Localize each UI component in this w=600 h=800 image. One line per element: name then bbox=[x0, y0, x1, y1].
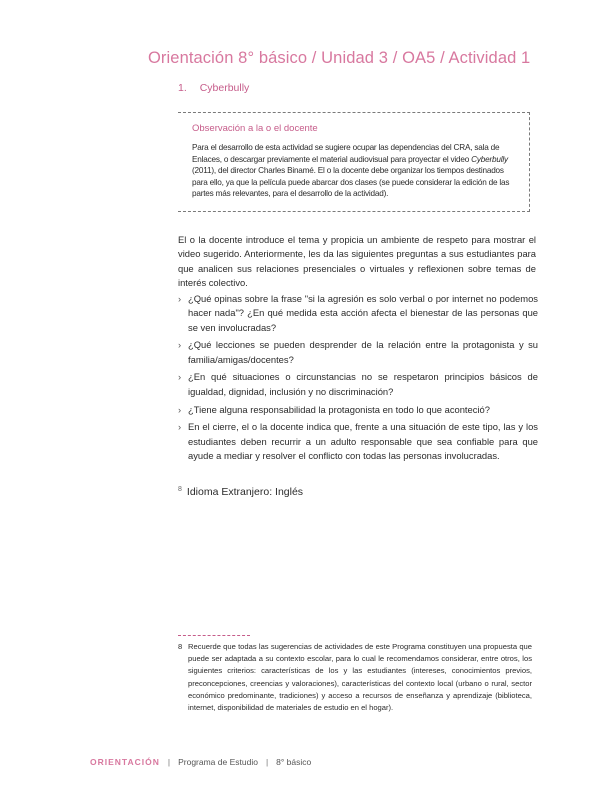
chevron-right-icon: › bbox=[178, 403, 182, 415]
list-item bbox=[178, 370, 538, 399]
footer-level: 8° básico bbox=[276, 757, 312, 767]
list-item-text: ¿Qué opinas sobre la frase "si la agresión es solo verbal o por internet no podemos hacer nada"? ¿En qué medida esta acción afecta el bienestar de las personas que se ven involucradas? bbox=[188, 293, 538, 333]
page-title: Orientación 8° básico / Unidad 3 / OA5 / Actividad 1 bbox=[148, 49, 531, 67]
list-item bbox=[178, 338, 538, 367]
list-item bbox=[178, 292, 538, 335]
footnote-text: Recuerde que todas las sugerencias de actividades de este Programa constituyen una propuesta que puede ser adaptada a su contexto escolar, para lo cual le recomendamos considerar, entre otros, los siguientes criterios: características de los y las estudiantes (intereses, conocimientos previos, preconcepciones, creencias y valoraciones), características del contexto local (urbano o rural, sector económico predominante, tradiciones) y acceso a recursos de enseñanza y aprendizaje (biblioteca, internet, disponibilidad de materiales de estudio en el hogar). bbox=[188, 642, 532, 713]
page-footer bbox=[90, 757, 311, 767]
question-list bbox=[178, 292, 538, 467]
cross-subject-link bbox=[178, 486, 303, 498]
chevron-right-icon: › bbox=[178, 339, 182, 351]
list-item-text: En el cierre, el o la docente indica que, frente a una situación de este tipo, las y los estudiantes deben recurrir a un adulto responsable que sea confiable para que ayude a mediar y resolver el conflicto con todas las personas involucradas. bbox=[188, 421, 538, 461]
cross-subject-label: Idioma Extranjero: Inglés bbox=[186, 486, 304, 498]
teacher-note-text-before: Para el desarrollo de esta actividad se sugiere ocupar las dependencias del CRA, sala de Enlaces, o descargar previamente el material audiovisual para proyectar el video bbox=[192, 143, 500, 164]
footer-brand: ORIENTACIÓN bbox=[90, 757, 160, 767]
footer-separator: | bbox=[265, 757, 269, 767]
chevron-right-icon: › bbox=[178, 293, 182, 304]
teacher-note-title: Observación a la o el docente bbox=[192, 123, 318, 134]
teacher-note-text-after: (2011), del director Charles Binamé. El o la docente debe organizar los tiempos destinados para ello, ya que la película puede abarcar dos clases (se puede considerar la edición de las partes más relevantes, para el desarrollo de la actividad). bbox=[192, 166, 510, 198]
section-title: Cyberbully bbox=[199, 82, 250, 94]
footer-separator: | bbox=[167, 757, 171, 767]
list-item bbox=[178, 420, 538, 463]
list-item-text: ¿En qué situaciones o circunstancias no se respetaron principios básicos de igualdad, dignidad, inclusión y no discriminación? bbox=[188, 371, 538, 397]
section-number: 1. bbox=[178, 82, 187, 94]
footnote bbox=[178, 641, 532, 714]
intro-paragraph: El o la docente introduce el tema y propicia un ambiente de respeto para mostrar el video sugerido. Anteriormente, les da las siguientes preguntas a sus estudiantes para que analicen sus relaciones presenciales o virtuales y reflexionen sobre temas de interés colectivo. bbox=[178, 234, 536, 288]
list-item bbox=[178, 403, 538, 417]
teacher-note-box bbox=[178, 112, 530, 212]
teacher-note-text bbox=[192, 142, 520, 200]
list-item-text: ¿Qué lecciones se pueden desprender de la relación entre la protagonista y su familia/amigas/docentes? bbox=[188, 339, 538, 365]
film-title: Cyberbully bbox=[471, 154, 508, 164]
footer-program: Programa de Estudio bbox=[178, 757, 258, 767]
footnote-number: 8 bbox=[178, 642, 183, 651]
footnote-reference: 8 bbox=[178, 486, 182, 493]
section-heading bbox=[178, 82, 249, 94]
footnote-divider bbox=[178, 635, 250, 636]
chevron-right-icon: › bbox=[178, 371, 182, 383]
list-item-text: ¿Tiene alguna responsabilidad la protagonista en todo lo que aconteció? bbox=[188, 403, 490, 415]
chevron-right-icon: › bbox=[178, 421, 182, 433]
